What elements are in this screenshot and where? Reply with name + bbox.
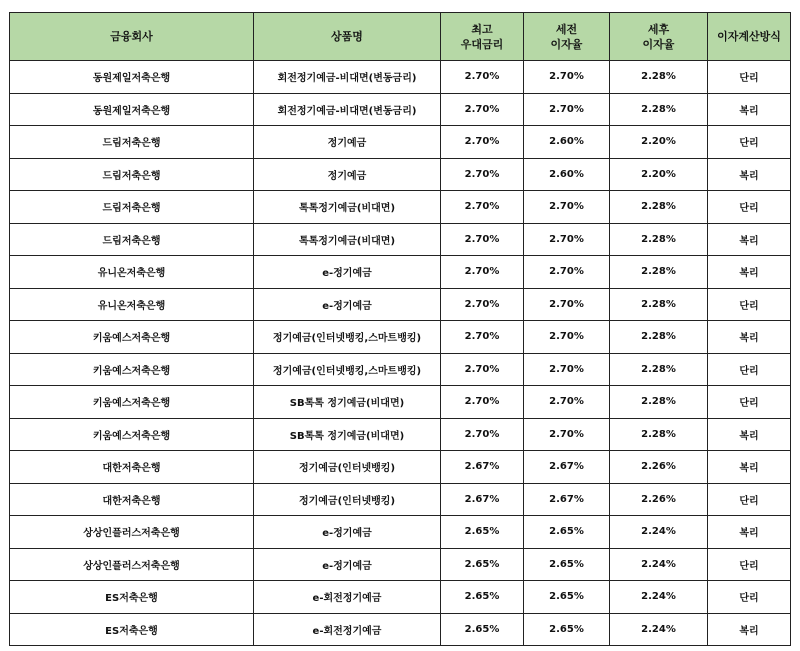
cell-interest-method: 단리 bbox=[708, 483, 791, 516]
cell-interest-method: 단리 bbox=[708, 353, 791, 386]
cell-institution: 유니온저축은행 bbox=[10, 288, 254, 321]
cell-institution: ES저축은행 bbox=[10, 613, 254, 646]
cell-pretax-rate: 2.60% bbox=[524, 126, 610, 159]
table-row bbox=[10, 418, 791, 451]
cell-aftertax-rate: 2.28% bbox=[610, 223, 708, 256]
cell-aftertax-rate: 2.20% bbox=[610, 126, 708, 159]
cell-institution: 키움예스저축은행 bbox=[10, 353, 254, 386]
cell-institution: 드림저축은행 bbox=[10, 191, 254, 224]
cell-max-preferential-rate: 2.70% bbox=[441, 321, 524, 354]
cell-pretax-rate: 2.65% bbox=[524, 548, 610, 581]
cell-max-preferential-rate: 2.70% bbox=[441, 191, 524, 224]
cell-product: 톡톡정기예금(비대면) bbox=[254, 223, 441, 256]
table-row bbox=[10, 451, 791, 484]
cell-interest-method: 단리 bbox=[708, 581, 791, 614]
cell-product: 정기예금 bbox=[254, 126, 441, 159]
table-row bbox=[10, 386, 791, 419]
table-row bbox=[10, 191, 791, 224]
cell-product: e-정기예금 bbox=[254, 516, 441, 549]
cell-product: 정기예금(인터넷뱅킹) bbox=[254, 451, 441, 484]
cell-product: e-정기예금 bbox=[254, 548, 441, 581]
table-row bbox=[10, 353, 791, 386]
cell-aftertax-rate: 2.26% bbox=[610, 451, 708, 484]
cell-interest-method: 단리 bbox=[708, 126, 791, 159]
table-row bbox=[10, 483, 791, 516]
cell-interest-method: 복리 bbox=[708, 223, 791, 256]
table-row bbox=[10, 61, 791, 94]
table-row bbox=[10, 93, 791, 126]
cell-product: SB톡톡 정기예금(비대면) bbox=[254, 386, 441, 419]
table-row bbox=[10, 126, 791, 159]
cell-interest-method: 복리 bbox=[708, 321, 791, 354]
cell-pretax-rate: 2.67% bbox=[524, 483, 610, 516]
cell-aftertax-rate: 2.20% bbox=[610, 158, 708, 191]
cell-max-preferential-rate: 2.65% bbox=[441, 581, 524, 614]
cell-institution: 동원제일저축은행 bbox=[10, 93, 254, 126]
cell-product: e-회전정기예금 bbox=[254, 613, 441, 646]
cell-product: e-회전정기예금 bbox=[254, 581, 441, 614]
table-row bbox=[10, 158, 791, 191]
cell-max-preferential-rate: 2.65% bbox=[441, 548, 524, 581]
cell-product: e-정기예금 bbox=[254, 256, 441, 289]
cell-pretax-rate: 2.70% bbox=[524, 93, 610, 126]
table-row bbox=[10, 256, 791, 289]
cell-aftertax-rate: 2.26% bbox=[610, 483, 708, 516]
cell-interest-method: 단리 bbox=[708, 61, 791, 94]
header-cell-aftertax-rate: 세후 이자율 bbox=[610, 13, 708, 61]
cell-pretax-rate: 2.67% bbox=[524, 451, 610, 484]
cell-interest-method: 단리 bbox=[708, 191, 791, 224]
cell-institution: 드림저축은행 bbox=[10, 126, 254, 159]
cell-max-preferential-rate: 2.70% bbox=[441, 126, 524, 159]
cell-pretax-rate: 2.70% bbox=[524, 191, 610, 224]
header-cell-institution: 금융회사 bbox=[10, 13, 254, 61]
cell-interest-method: 복리 bbox=[708, 256, 791, 289]
cell-max-preferential-rate: 2.70% bbox=[441, 61, 524, 94]
table-row bbox=[10, 288, 791, 321]
cell-institution: 상상인플러스저축은행 bbox=[10, 548, 254, 581]
cell-max-preferential-rate: 2.70% bbox=[441, 288, 524, 321]
cell-institution: 드림저축은행 bbox=[10, 158, 254, 191]
cell-aftertax-rate: 2.24% bbox=[610, 516, 708, 549]
header-row bbox=[10, 13, 791, 61]
cell-product: 정기예금(인터넷뱅킹,스마트뱅킹) bbox=[254, 353, 441, 386]
cell-aftertax-rate: 2.28% bbox=[610, 321, 708, 354]
cell-pretax-rate: 2.70% bbox=[524, 386, 610, 419]
table-row bbox=[10, 321, 791, 354]
cell-institution: ES저축은행 bbox=[10, 581, 254, 614]
cell-product: SB톡톡 정기예금(비대면) bbox=[254, 418, 441, 451]
cell-pretax-rate: 2.65% bbox=[524, 581, 610, 614]
cell-institution: 키움예스저축은행 bbox=[10, 386, 254, 419]
cell-pretax-rate: 2.70% bbox=[524, 61, 610, 94]
cell-interest-method: 복리 bbox=[708, 418, 791, 451]
cell-institution: 유니온저축은행 bbox=[10, 256, 254, 289]
table-row bbox=[10, 516, 791, 549]
cell-product: 정기예금(인터넷뱅킹) bbox=[254, 483, 441, 516]
cell-interest-method: 복리 bbox=[708, 93, 791, 126]
cell-aftertax-rate: 2.28% bbox=[610, 418, 708, 451]
cell-aftertax-rate: 2.28% bbox=[610, 288, 708, 321]
cell-pretax-rate: 2.70% bbox=[524, 256, 610, 289]
cell-pretax-rate: 2.60% bbox=[524, 158, 610, 191]
cell-max-preferential-rate: 2.67% bbox=[441, 483, 524, 516]
cell-max-preferential-rate: 2.70% bbox=[441, 353, 524, 386]
cell-max-preferential-rate: 2.70% bbox=[441, 158, 524, 191]
cell-aftertax-rate: 2.28% bbox=[610, 386, 708, 419]
cell-max-preferential-rate: 2.65% bbox=[441, 516, 524, 549]
cell-max-preferential-rate: 2.70% bbox=[441, 418, 524, 451]
cell-aftertax-rate: 2.24% bbox=[610, 613, 708, 646]
cell-institution: 대한저축은행 bbox=[10, 451, 254, 484]
cell-product: 회전정기예금-비대면(변동금리) bbox=[254, 61, 441, 94]
cell-interest-method: 복리 bbox=[708, 516, 791, 549]
cell-pretax-rate: 2.70% bbox=[524, 418, 610, 451]
cell-pretax-rate: 2.70% bbox=[524, 353, 610, 386]
cell-max-preferential-rate: 2.70% bbox=[441, 223, 524, 256]
table-row bbox=[10, 581, 791, 614]
cell-product: 정기예금 bbox=[254, 158, 441, 191]
cell-interest-method: 단리 bbox=[708, 548, 791, 581]
cell-aftertax-rate: 2.28% bbox=[610, 353, 708, 386]
cell-max-preferential-rate: 2.70% bbox=[441, 386, 524, 419]
cell-institution: 상상인플러스저축은행 bbox=[10, 516, 254, 549]
cell-max-preferential-rate: 2.70% bbox=[441, 256, 524, 289]
cell-interest-method: 단리 bbox=[708, 386, 791, 419]
cell-product: 회전정기예금-비대면(변동금리) bbox=[254, 93, 441, 126]
cell-institution: 대한저축은행 bbox=[10, 483, 254, 516]
cell-aftertax-rate: 2.28% bbox=[610, 93, 708, 126]
cell-aftertax-rate: 2.24% bbox=[610, 548, 708, 581]
cell-max-preferential-rate: 2.70% bbox=[441, 93, 524, 126]
table-row bbox=[10, 223, 791, 256]
cell-product: 정기예금(인터넷뱅킹,스마트뱅킹) bbox=[254, 321, 441, 354]
cell-max-preferential-rate: 2.67% bbox=[441, 451, 524, 484]
table-row bbox=[10, 613, 791, 646]
cell-institution: 드림저축은행 bbox=[10, 223, 254, 256]
header-cell-product: 상품명 bbox=[254, 13, 441, 61]
cell-product: e-정기예금 bbox=[254, 288, 441, 321]
header-cell-interest-method: 이자계산방식 bbox=[708, 13, 791, 61]
cell-pretax-rate: 2.65% bbox=[524, 516, 610, 549]
cell-pretax-rate: 2.70% bbox=[524, 288, 610, 321]
cell-aftertax-rate: 2.28% bbox=[610, 256, 708, 289]
cell-institution: 키움예스저축은행 bbox=[10, 418, 254, 451]
table-body bbox=[10, 61, 791, 646]
cell-pretax-rate: 2.70% bbox=[524, 223, 610, 256]
cell-aftertax-rate: 2.28% bbox=[610, 61, 708, 94]
header-cell-pretax-rate: 세전 이자율 bbox=[524, 13, 610, 61]
cell-institution: 동원제일저축은행 bbox=[10, 61, 254, 94]
header-cell-max-preferential-rate: 최고 우대금리 bbox=[441, 13, 524, 61]
cell-aftertax-rate: 2.28% bbox=[610, 191, 708, 224]
cell-institution: 키움예스저축은행 bbox=[10, 321, 254, 354]
cell-interest-method: 단리 bbox=[708, 288, 791, 321]
cell-interest-method: 복리 bbox=[708, 613, 791, 646]
table-row bbox=[10, 548, 791, 581]
deposit-rate-table bbox=[9, 12, 791, 646]
cell-product: 톡톡정기예금(비대면) bbox=[254, 191, 441, 224]
cell-interest-method: 복리 bbox=[708, 158, 791, 191]
cell-aftertax-rate: 2.24% bbox=[610, 581, 708, 614]
cell-max-preferential-rate: 2.65% bbox=[441, 613, 524, 646]
cell-interest-method: 복리 bbox=[708, 451, 791, 484]
cell-pretax-rate: 2.70% bbox=[524, 321, 610, 354]
cell-pretax-rate: 2.65% bbox=[524, 613, 610, 646]
